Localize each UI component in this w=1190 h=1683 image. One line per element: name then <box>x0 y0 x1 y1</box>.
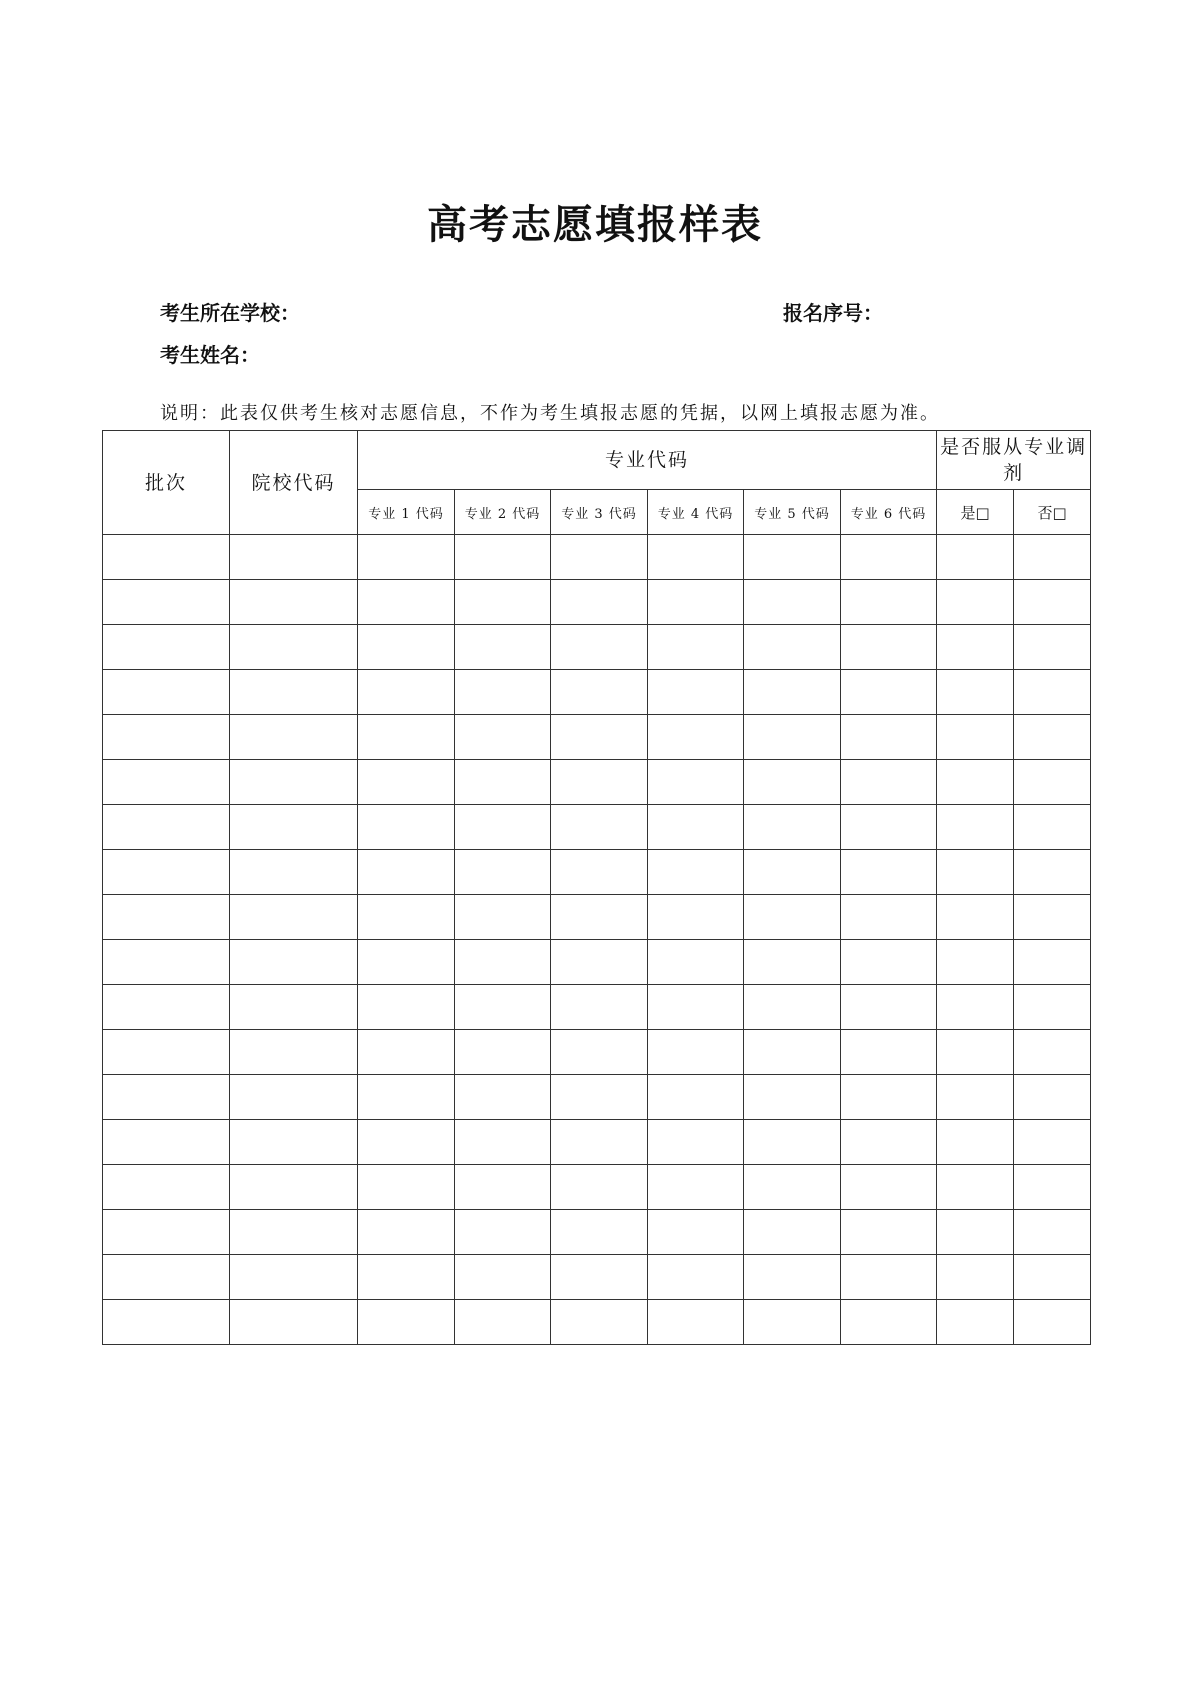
adjust-yes-cell[interactable] <box>937 1120 1014 1165</box>
major-3-cell[interactable] <box>551 535 648 580</box>
table-row <box>103 1210 1091 1255</box>
major-1-cell[interactable] <box>358 850 455 895</box>
major-4-cell[interactable] <box>648 940 744 985</box>
school-code-cell[interactable] <box>230 535 358 580</box>
major-3-cell[interactable] <box>551 1030 648 1075</box>
major-1-cell[interactable] <box>358 1120 455 1165</box>
adjust-no-cell[interactable] <box>1014 895 1091 940</box>
major-3-cell[interactable] <box>551 1165 648 1210</box>
batch-cell[interactable] <box>103 940 230 985</box>
header-batch: 批次 <box>103 431 230 535</box>
major-2-cell[interactable] <box>455 1255 551 1300</box>
major-1-cell[interactable] <box>358 580 455 625</box>
adjust-yes-cell[interactable] <box>937 1165 1014 1210</box>
adjust-yes-cell[interactable] <box>937 715 1014 760</box>
adjust-no-cell[interactable] <box>1014 940 1091 985</box>
major-2-cell[interactable] <box>455 1300 551 1345</box>
major-3-cell[interactable] <box>551 985 648 1030</box>
instruction-note: 说明：此表仅供考生核对志愿信息，不作为考生填报志愿的凭据，以网上填报志愿为准。 <box>160 403 940 424</box>
major-5-cell[interactable] <box>744 1165 841 1210</box>
major-3-cell[interactable] <box>551 625 648 670</box>
adjust-no-cell[interactable] <box>1014 1210 1091 1255</box>
batch-cell[interactable] <box>103 535 230 580</box>
application-form-table <box>102 430 1091 1345</box>
major-1-cell[interactable] <box>358 1300 455 1345</box>
batch-cell[interactable] <box>103 670 230 715</box>
major-4-cell[interactable] <box>648 1165 744 1210</box>
batch-cell[interactable] <box>103 1210 230 1255</box>
header-major-3: 专业 3 代码 <box>551 490 648 535</box>
adjust-yes-cell[interactable] <box>937 985 1014 1030</box>
major-2-cell[interactable] <box>455 760 551 805</box>
school-code-cell[interactable] <box>230 985 358 1030</box>
batch-cell[interactable] <box>103 805 230 850</box>
table-row <box>103 805 1091 850</box>
major-1-cell[interactable] <box>358 715 455 760</box>
major-3-cell[interactable] <box>551 715 648 760</box>
adjust-no-cell[interactable] <box>1014 715 1091 760</box>
table-row <box>103 940 1091 985</box>
major-4-cell[interactable] <box>648 535 744 580</box>
major-2-cell[interactable] <box>455 1030 551 1075</box>
major-1-cell[interactable] <box>358 1210 455 1255</box>
adjust-no-cell[interactable] <box>1014 985 1091 1030</box>
batch-cell[interactable] <box>103 1120 230 1165</box>
school-code-cell[interactable] <box>230 1210 358 1255</box>
major-1-cell[interactable] <box>358 625 455 670</box>
major-4-cell[interactable] <box>648 625 744 670</box>
major-3-cell[interactable] <box>551 805 648 850</box>
major-1-cell[interactable] <box>358 760 455 805</box>
major-4-cell[interactable] <box>648 1255 744 1300</box>
major-5-cell[interactable] <box>744 1210 841 1255</box>
table-row <box>103 535 1091 580</box>
major-6-cell[interactable] <box>841 670 937 715</box>
major-5-cell[interactable] <box>744 625 841 670</box>
table-row <box>103 760 1091 805</box>
major-6-cell[interactable] <box>841 985 937 1030</box>
batch-cell[interactable] <box>103 850 230 895</box>
batch-cell[interactable] <box>103 895 230 940</box>
adjust-no-cell[interactable] <box>1014 1255 1091 1300</box>
major-5-cell[interactable] <box>744 1120 841 1165</box>
adjust-yes-cell[interactable] <box>937 1300 1014 1345</box>
adjust-yes-cell[interactable] <box>937 1210 1014 1255</box>
table-row <box>103 1300 1091 1345</box>
major-6-cell[interactable] <box>841 1300 937 1345</box>
major-5-cell[interactable] <box>744 1030 841 1075</box>
table-row <box>103 670 1091 715</box>
major-2-cell[interactable] <box>455 1210 551 1255</box>
header-major-code: 专业代码 <box>358 431 937 490</box>
batch-cell[interactable] <box>103 1165 230 1210</box>
header-no-checkbox[interactable]: 否□ <box>1014 490 1091 535</box>
major-2-cell[interactable] <box>455 895 551 940</box>
major-5-cell[interactable] <box>744 535 841 580</box>
major-6-cell[interactable] <box>841 805 937 850</box>
major-5-cell[interactable] <box>744 940 841 985</box>
major-5-cell[interactable] <box>744 805 841 850</box>
adjust-yes-cell[interactable] <box>937 670 1014 715</box>
adjust-no-cell[interactable] <box>1014 625 1091 670</box>
adjust-no-cell[interactable] <box>1014 580 1091 625</box>
batch-cell[interactable] <box>103 985 230 1030</box>
school-code-cell[interactable] <box>230 805 358 850</box>
major-6-cell[interactable] <box>841 1165 937 1210</box>
major-4-cell[interactable] <box>648 1300 744 1345</box>
school-code-cell[interactable] <box>230 1300 358 1345</box>
major-2-cell[interactable] <box>455 670 551 715</box>
major-1-cell[interactable] <box>358 895 455 940</box>
batch-cell[interactable] <box>103 1030 230 1075</box>
major-5-cell[interactable] <box>744 1075 841 1120</box>
major-3-cell[interactable] <box>551 1210 648 1255</box>
major-3-cell[interactable] <box>551 1075 648 1120</box>
student-name-label: 考生姓名： <box>160 343 260 367</box>
major-4-cell[interactable] <box>648 1210 744 1255</box>
table-row <box>103 1165 1091 1210</box>
school-code-cell[interactable] <box>230 1075 358 1120</box>
adjust-yes-cell[interactable] <box>937 580 1014 625</box>
header-major-4: 专业 4 代码 <box>648 490 744 535</box>
major-1-cell[interactable] <box>358 1255 455 1300</box>
adjust-yes-cell[interactable] <box>937 1030 1014 1075</box>
header-school-code: 院校代码 <box>230 431 358 535</box>
table-row <box>103 895 1091 940</box>
header-major-2: 专业 2 代码 <box>455 490 551 535</box>
major-6-cell[interactable] <box>841 940 937 985</box>
major-2-cell[interactable] <box>455 580 551 625</box>
school-code-cell[interactable] <box>230 895 358 940</box>
major-6-cell[interactable] <box>841 535 937 580</box>
batch-cell[interactable] <box>103 580 230 625</box>
adjust-no-cell[interactable] <box>1014 1300 1091 1345</box>
major-4-cell[interactable] <box>648 1075 744 1120</box>
major-3-cell[interactable] <box>551 1120 648 1165</box>
major-1-cell[interactable] <box>358 535 455 580</box>
major-2-cell[interactable] <box>455 1075 551 1120</box>
adjust-no-cell[interactable] <box>1014 850 1091 895</box>
major-6-cell[interactable] <box>841 760 937 805</box>
major-1-cell[interactable] <box>358 1030 455 1075</box>
major-5-cell[interactable] <box>744 850 841 895</box>
adjust-yes-cell[interactable] <box>937 625 1014 670</box>
adjust-no-cell[interactable] <box>1014 1075 1091 1120</box>
batch-cell[interactable] <box>103 1300 230 1345</box>
major-2-cell[interactable] <box>455 805 551 850</box>
major-4-cell[interactable] <box>648 580 744 625</box>
school-code-cell[interactable] <box>230 940 358 985</box>
header-major-1: 专业 1 代码 <box>358 490 455 535</box>
major-6-cell[interactable] <box>841 850 937 895</box>
major-5-cell[interactable] <box>744 670 841 715</box>
major-5-cell[interactable] <box>744 895 841 940</box>
adjust-yes-cell[interactable] <box>937 940 1014 985</box>
school-code-cell[interactable] <box>230 580 358 625</box>
major-6-cell[interactable] <box>841 1210 937 1255</box>
major-6-cell[interactable] <box>841 625 937 670</box>
major-1-cell[interactable] <box>358 805 455 850</box>
adjust-no-cell[interactable] <box>1014 670 1091 715</box>
header-major-6: 专业 6 代码 <box>841 490 937 535</box>
major-4-cell[interactable] <box>648 805 744 850</box>
major-6-cell[interactable] <box>841 1075 937 1120</box>
school-code-cell[interactable] <box>230 1255 358 1300</box>
adjust-yes-cell[interactable] <box>937 1255 1014 1300</box>
batch-cell[interactable] <box>103 715 230 760</box>
adjust-yes-cell[interactable] <box>937 760 1014 805</box>
adjust-yes-cell[interactable] <box>937 895 1014 940</box>
table-row <box>103 850 1091 895</box>
adjust-yes-cell[interactable] <box>937 850 1014 895</box>
adjust-no-cell[interactable] <box>1014 535 1091 580</box>
table-row <box>103 1075 1091 1120</box>
major-4-cell[interactable] <box>648 985 744 1030</box>
major-3-cell[interactable] <box>551 895 648 940</box>
adjust-no-cell[interactable] <box>1014 805 1091 850</box>
header-major-5: 专业 5 代码 <box>744 490 841 535</box>
adjust-yes-cell[interactable] <box>937 1075 1014 1120</box>
major-6-cell[interactable] <box>841 1120 937 1165</box>
school-code-cell[interactable] <box>230 1165 358 1210</box>
major-4-cell[interactable] <box>648 670 744 715</box>
major-3-cell[interactable] <box>551 1300 648 1345</box>
major-4-cell[interactable] <box>648 1030 744 1075</box>
adjust-no-cell[interactable] <box>1014 1030 1091 1075</box>
major-4-cell[interactable] <box>648 760 744 805</box>
major-3-cell[interactable] <box>551 850 648 895</box>
school-code-cell[interactable] <box>230 625 358 670</box>
major-6-cell[interactable] <box>841 1030 937 1075</box>
major-3-cell[interactable] <box>551 1255 648 1300</box>
major-2-cell[interactable] <box>455 940 551 985</box>
school-code-cell[interactable] <box>230 760 358 805</box>
major-6-cell[interactable] <box>841 895 937 940</box>
header-yes-checkbox[interactable]: 是□ <box>937 490 1014 535</box>
major-6-cell[interactable] <box>841 580 937 625</box>
adjust-no-cell[interactable] <box>1014 1120 1091 1165</box>
table-row <box>103 1120 1091 1165</box>
major-2-cell[interactable] <box>455 985 551 1030</box>
header-row-1 <box>103 431 1091 490</box>
adjust-yes-cell[interactable] <box>937 535 1014 580</box>
major-4-cell[interactable] <box>648 850 744 895</box>
major-2-cell[interactable] <box>455 1165 551 1210</box>
table-row <box>103 985 1091 1030</box>
school-code-cell[interactable] <box>230 1030 358 1075</box>
major-5-cell[interactable] <box>744 580 841 625</box>
major-4-cell[interactable] <box>648 715 744 760</box>
major-5-cell[interactable] <box>744 985 841 1030</box>
batch-cell[interactable] <box>103 1255 230 1300</box>
major-2-cell[interactable] <box>455 535 551 580</box>
major-5-cell[interactable] <box>744 715 841 760</box>
table-row <box>103 580 1091 625</box>
header-adjust: 是否服从专业调剂 <box>937 431 1091 490</box>
major-5-cell[interactable] <box>744 760 841 805</box>
batch-cell[interactable] <box>103 760 230 805</box>
table-row <box>103 1255 1091 1300</box>
adjust-no-cell[interactable] <box>1014 760 1091 805</box>
major-6-cell[interactable] <box>841 1255 937 1300</box>
serial-number-label: 报名序号： <box>783 301 883 325</box>
table-row <box>103 1030 1091 1075</box>
major-5-cell[interactable] <box>744 1300 841 1345</box>
batch-cell[interactable] <box>103 1075 230 1120</box>
major-2-cell[interactable] <box>455 850 551 895</box>
major-4-cell[interactable] <box>648 1120 744 1165</box>
adjust-yes-cell[interactable] <box>937 805 1014 850</box>
major-3-cell[interactable] <box>551 940 648 985</box>
school-code-cell[interactable] <box>230 670 358 715</box>
major-3-cell[interactable] <box>551 760 648 805</box>
major-6-cell[interactable] <box>841 715 937 760</box>
school-code-cell[interactable] <box>230 850 358 895</box>
major-1-cell[interactable] <box>358 985 455 1030</box>
major-2-cell[interactable] <box>455 625 551 670</box>
major-1-cell[interactable] <box>358 670 455 715</box>
major-1-cell[interactable] <box>358 1165 455 1210</box>
major-1-cell[interactable] <box>358 940 455 985</box>
school-code-cell[interactable] <box>230 1120 358 1165</box>
major-1-cell[interactable] <box>358 1075 455 1120</box>
major-4-cell[interactable] <box>648 895 744 940</box>
major-2-cell[interactable] <box>455 715 551 760</box>
batch-cell[interactable] <box>103 625 230 670</box>
school-code-cell[interactable] <box>230 715 358 760</box>
major-3-cell[interactable] <box>551 670 648 715</box>
page-title: 高考志愿填报样表 <box>427 202 763 248</box>
major-3-cell[interactable] <box>551 580 648 625</box>
adjust-no-cell[interactable] <box>1014 1165 1091 1210</box>
major-2-cell[interactable] <box>455 1120 551 1165</box>
school-label: 考生所在学校： <box>160 301 300 325</box>
table-row <box>103 715 1091 760</box>
table-row <box>103 625 1091 670</box>
major-5-cell[interactable] <box>744 1255 841 1300</box>
